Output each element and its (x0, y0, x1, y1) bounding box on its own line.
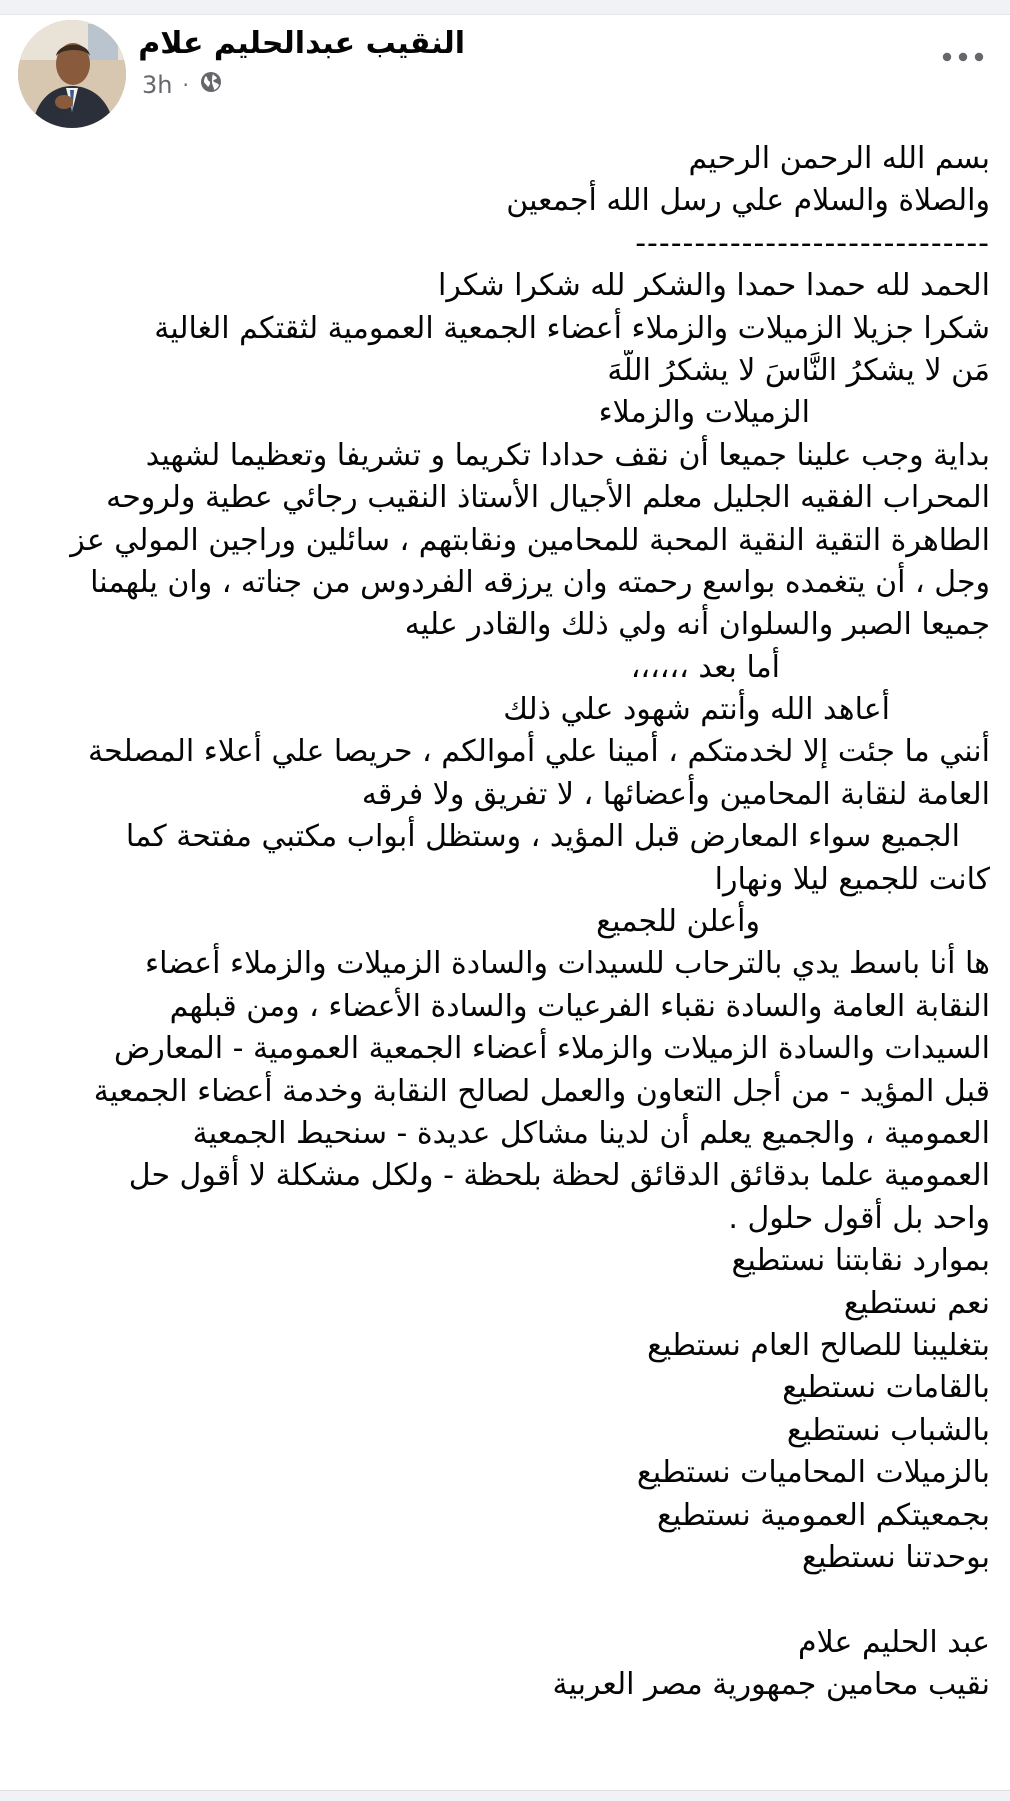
body-line: كانت للجميع ليلا ونهارا (714, 861, 990, 897)
body-line: الزميلات والزملاء (598, 395, 810, 431)
meta-separator: · (182, 73, 189, 97)
post-time[interactable]: 3h (142, 71, 173, 99)
post-body (22, 138, 990, 1706)
globe-icon[interactable] (199, 70, 223, 100)
body-line: المحراب الفقيه الجليل معلم الأجيال الأستاذ النقيب رجائي عطية ولروحه (106, 480, 990, 516)
body-line: الحمد لله حمدا حمدا والشكر لله شكرا شكرا (438, 268, 990, 304)
body-line: الجميع سواء المعارض قبل المؤيد ، وستظل أبواب مكتبي مفتحة كما (125, 819, 960, 855)
body-line: وجل ، أن يتغمده بواسع رحمته وان يرزقه الفردوس من جناته ، وان يلهمنا (90, 564, 990, 600)
body-line: أما بعد ،،،،،، (630, 649, 780, 685)
body-line: أنني ما جئت إلا لخدمتكم ، أمينا علي أموالكم ، حريصا علي أعلاء المصلحة (88, 734, 990, 770)
body-line: الطاهرة التقية النقية المحبة للمحامين ونقابتهم ، سائلين وراجين المولي عز (70, 522, 990, 558)
post-meta (142, 70, 223, 100)
body-line (22, 1579, 990, 1621)
body-line: شكرا جزيلا الزميلات والزملاء أعضاء الجمعية العمومية لثقتكم الغالية (154, 310, 990, 346)
body-line: أعاهد الله وأنتم شهود علي ذلك (503, 692, 890, 728)
signature-title: نقيب محامين جمهورية مصر العربية (552, 1667, 990, 1703)
body-line: وأعلن للجميع (596, 904, 760, 940)
body-line: ها أنا باسط يدي بالترحاب للسيدات والسادة الزميلات والزملاء أعضاء (145, 946, 990, 982)
body-line: والصلاة والسلام علي رسل الله أجمعين (506, 183, 990, 219)
body-line: النقابة العامة والسادة نقباء الفرعيات والسادة الأعضاء ، ومن قبلهم (169, 988, 990, 1024)
more-horizontal-icon (938, 42, 988, 72)
body-line: بالشباب نستطيع (786, 1412, 990, 1448)
post-header (0, 14, 1010, 124)
body-line: واحد بل أقول حلول . (728, 1200, 990, 1236)
body-line: جميعا الصبر والسلوان أنه ولي ذلك والقادر عليه (404, 607, 990, 643)
body-line: بموارد نقابتنا نستطيع (731, 1243, 990, 1279)
body-line: العامة لنقابة المحامين وأعضائها ، لا تفريق ولا فرقه (361, 776, 990, 812)
author-name[interactable]: النقيب عبدالحليم علام (138, 26, 465, 61)
body-line: ------------------------------ (635, 225, 990, 261)
top-edge (0, 0, 1010, 15)
body-line: مَن لا يشكرُ النَّاسَ لا يشكرُ اللَّهَ (607, 352, 990, 388)
body-line: بجمعيتكم العمومية نستطيع (656, 1497, 990, 1533)
body-line: السيدات والسادة الزميلات والزملاء أعضاء الجمعية العمومية - المعارض (113, 1031, 990, 1067)
body-line: بتغليبنا للصالح العام نستطيع (647, 1327, 990, 1363)
body-line: العمومية علما بدقائق الدقائق لحظة بلحظة - ولكل مشكلة لا أقول حل (128, 1158, 990, 1194)
body-line: بوحدتنا نستطيع (801, 1539, 990, 1575)
body-line: قبل المؤيد - من أجل التعاون والعمل لصالح النقابة وخدمة أعضاء الجمعية (93, 1073, 990, 1109)
more-options-button[interactable] (938, 42, 988, 72)
body-line: العمومية ، والجميع يعلم أن لدينا مشاكل عديدة - سنحيط الجمعية (192, 1115, 990, 1151)
author-avatar[interactable] (18, 20, 126, 128)
avatar-photo-icon (18, 20, 126, 128)
body-line: بداية وجب علينا جميعا أن نقف حدادا تكريما و تشريفا وتعظيما لشهيد (145, 437, 990, 473)
signature-name: عبد الحليم علام (798, 1624, 990, 1660)
body-line: نعم نستطيع (843, 1285, 990, 1321)
post-bottom-divider (0, 1790, 1010, 1801)
body-line: بالقامات نستطيع (782, 1370, 990, 1406)
body-line: بالزميلات المحاميات نستطيع (636, 1455, 990, 1491)
body-line: بسم الله الرحمن الرحيم (688, 141, 990, 176)
